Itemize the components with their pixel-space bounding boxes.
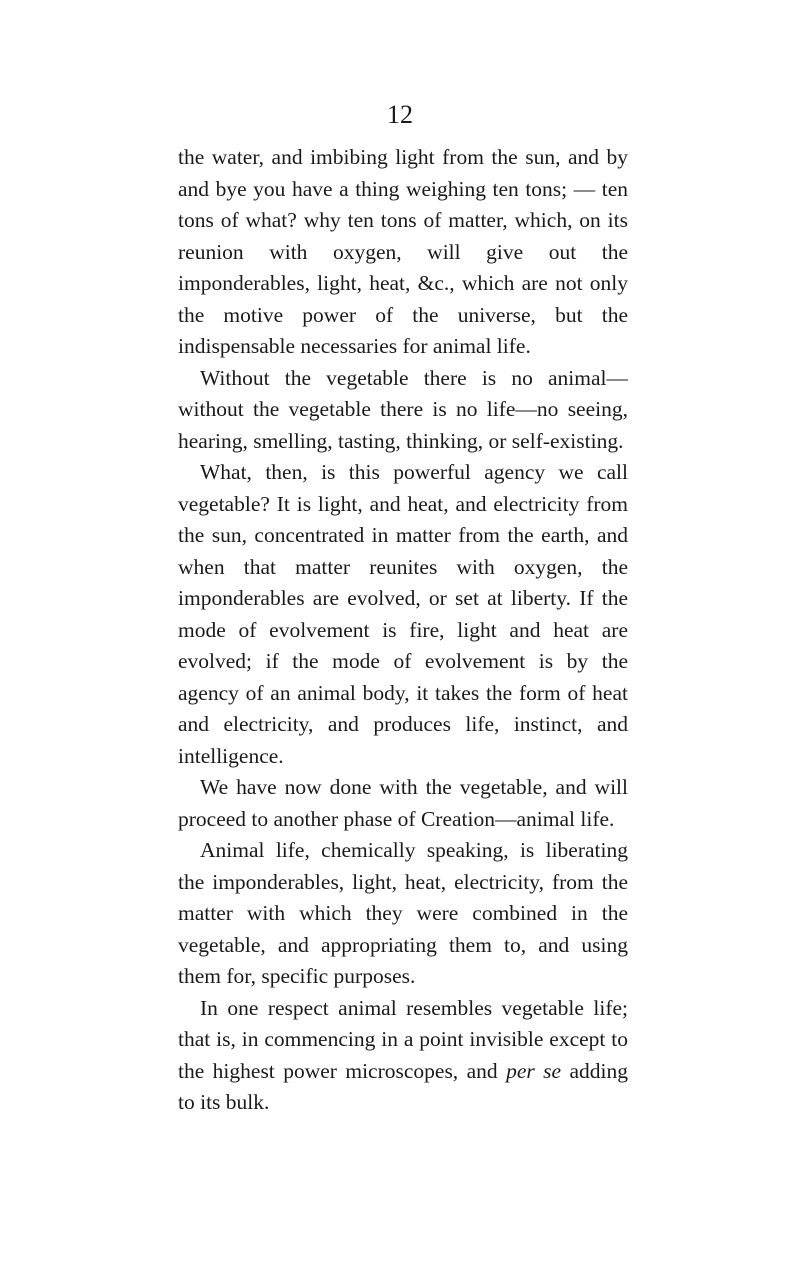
paragraph-6 bbox=[178, 993, 628, 1119]
text-column bbox=[178, 142, 628, 1119]
paragraph-1: the water, and imbibing light from the sun, and by and bye you have a thing weighing ten tons; — ten tons of what? why ten tons of matter, which, on its reunion with oxygen, will give out the imponderables, light, heat, &c., which are not only the motive power of the universe, but the indispensable necessaries for animal life. bbox=[178, 145, 628, 358]
paragraph-6-italic: per se bbox=[506, 1058, 562, 1083]
paragraph-5: Animal life, chemically speaking, is liberating the imponderables, light, heat, electricity, from the matter with which they were combined in the vegetable, and appropriating them to, and using them for, specific purposes. bbox=[178, 838, 628, 988]
paragraph-6-end: adding to its bulk. bbox=[178, 1058, 628, 1114]
paragraph-6-start: In one respect animal resembles vegetable life; that is, in commencing in a point invisible except to the highest power microscopes, and bbox=[178, 995, 628, 1083]
paragraph-3: What, then, is this powerful agency we call vegetable? It is light, and heat, and electricity from the sun, concentrated in matter from the earth, and when that matter reunites with oxygen, the imponderables are evolved, or set at liberty. If the mode of evolvement is fire, light and heat are evolved; if the mode of evolvement is by the agency of an animal body, it takes the form of heat and electricity, and produces life, instinct, and intelligence. bbox=[178, 460, 628, 768]
page-number: 12 bbox=[387, 100, 413, 129]
paragraph-4: We have now done with the vegetable, and will proceed to another phase of Creation—animal life. bbox=[178, 775, 628, 831]
paragraph-2: Without the vegetable there is no animal— without the vegetable there is no life—no seeing, hearing, smelling, tasting, thinking, or self-existing. bbox=[178, 365, 628, 453]
